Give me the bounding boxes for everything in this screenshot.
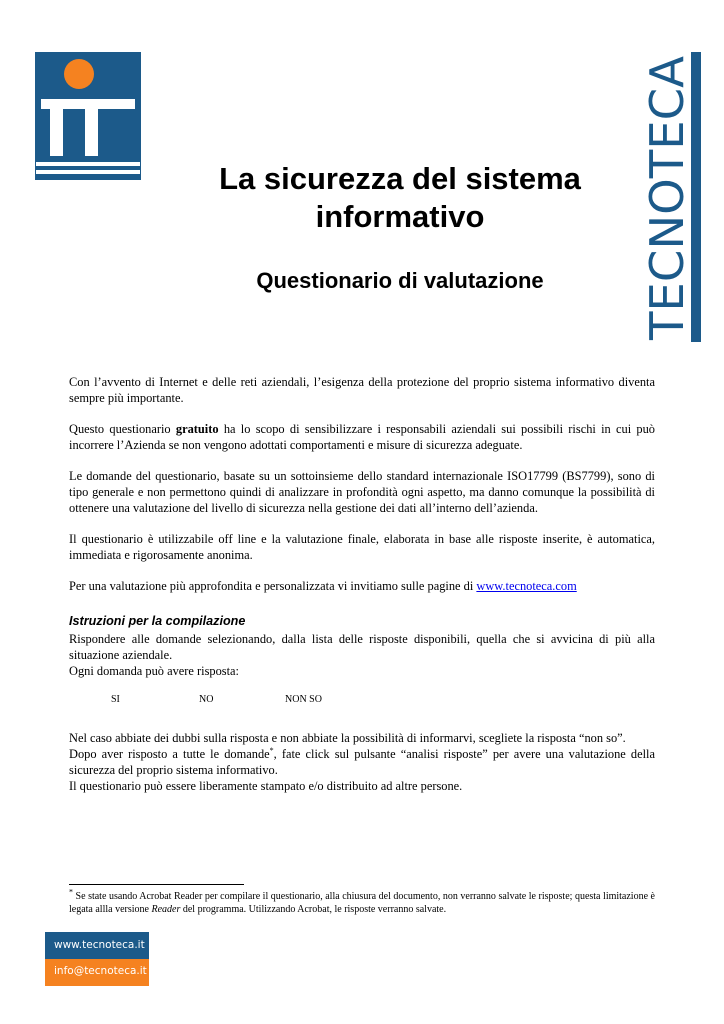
footnote <box>69 887 655 916</box>
intro-paragraph-5 <box>69 578 655 594</box>
instructions-line-4 <box>69 746 655 778</box>
footnote-text-rest: del programma. Utilizzando Acrobat, le risposte verranno salvate. <box>180 904 447 915</box>
intro-p2-text: Questo questionario <box>69 422 176 436</box>
instructions-line-1: Rispondere alle domande selezionando, dalla lista delle risposte disponibili, quella che si avvicina di più alla situazione aziendale. <box>69 632 655 662</box>
contact-email[interactable]: info@tecnoteca.it <box>45 959 149 986</box>
intro-p5-text: Per una valutazione più approfondita e personalizzata vi invitiamo sulle pagine di <box>69 579 477 593</box>
instructions-line-4-text: Dopo aver risposto a tutte le domande <box>69 747 270 761</box>
tecnoteca-logo <box>35 52 141 180</box>
intro-p2-bold: gratuito <box>175 422 219 436</box>
intro-paragraph-3: Le domande del questionario, basate su un sottoinsieme dello standard internazionale ISO17799 (BS7799), sono di tipo generale e non permettono quindi di analizzare in profondità ogni aspetto, ma danno comunque la possibilità di ottenere una valutazione del livello di sicurezza nella gestione dei dati all’interno dell’azienda. <box>69 469 655 515</box>
option-non-so: NON SO <box>285 694 322 705</box>
page-title: La sicurezza del sistema informativo <box>219 161 581 234</box>
intro-p2-text-rest: ha lo scopo di sensibilizzare i responsabili aziendali sui possibili rischi in cui può incorrere l’Azienda se non vengono adottati comportamenti e misure di sicurezza adeguate. <box>69 422 655 452</box>
document-body <box>69 374 655 794</box>
option-no: NO <box>199 694 214 705</box>
instructions-line-3: Nel caso abbiate dei dubbi sulla risposta e non abbiate la possibilità di informarvi, scegliete la risposta “non so”. <box>69 731 626 745</box>
footnote-italic: Reader <box>151 904 181 915</box>
footnote-marker: * <box>269 745 274 755</box>
footnote-divider <box>69 884 244 885</box>
contact-web[interactable]: www.tecnoteca.it <box>45 932 149 959</box>
vertical-brand-logo <box>640 52 698 342</box>
contact-box <box>45 932 149 986</box>
intro-paragraph-4: Il questionario è utilizzabile off line e la valutazione finale, elaborata in base alle risposte inserite, è automatica, immediata e rigorosamente anonima. <box>69 532 655 562</box>
footnote-mark: * <box>69 887 73 897</box>
instructions-heading: Istruzioni per la compilazione <box>69 614 246 628</box>
intro-paragraph-1: Con l’avvento di Internet e delle reti aziendali, l’esigenza della protezione del proprio sistema informativo diventa sempre più importante. <box>69 375 655 405</box>
option-si: SI <box>111 694 120 705</box>
vertical-brand-text: TECNOTECA <box>640 59 694 340</box>
intro-paragraph-2 <box>69 421 655 453</box>
instructions-line-2: Ogni domanda può avere risposta: <box>69 664 239 678</box>
footnote-text: Se state usando Acrobat Reader per compilare il questionario, alla chiusura del documento, non verranno salvate le risposte; questa limitazione è legata allla versione <box>69 891 655 915</box>
page-subtitle: Questionario di valutazione <box>256 268 544 293</box>
instructions-line-4-rest: , fate click sul pulsante “analisi risposte” per avere una valutazione della sicurezza del proprio sistema informativo. <box>69 747 655 777</box>
brand-vertical-bar <box>691 52 701 342</box>
answer-options <box>69 692 655 708</box>
instructions-line-5: Il questionario può essere liberamente stampato e/o distribuito ad altre persone. <box>69 779 463 793</box>
tecnoteca-link[interactable]: www.tecnoteca.com <box>476 579 577 593</box>
